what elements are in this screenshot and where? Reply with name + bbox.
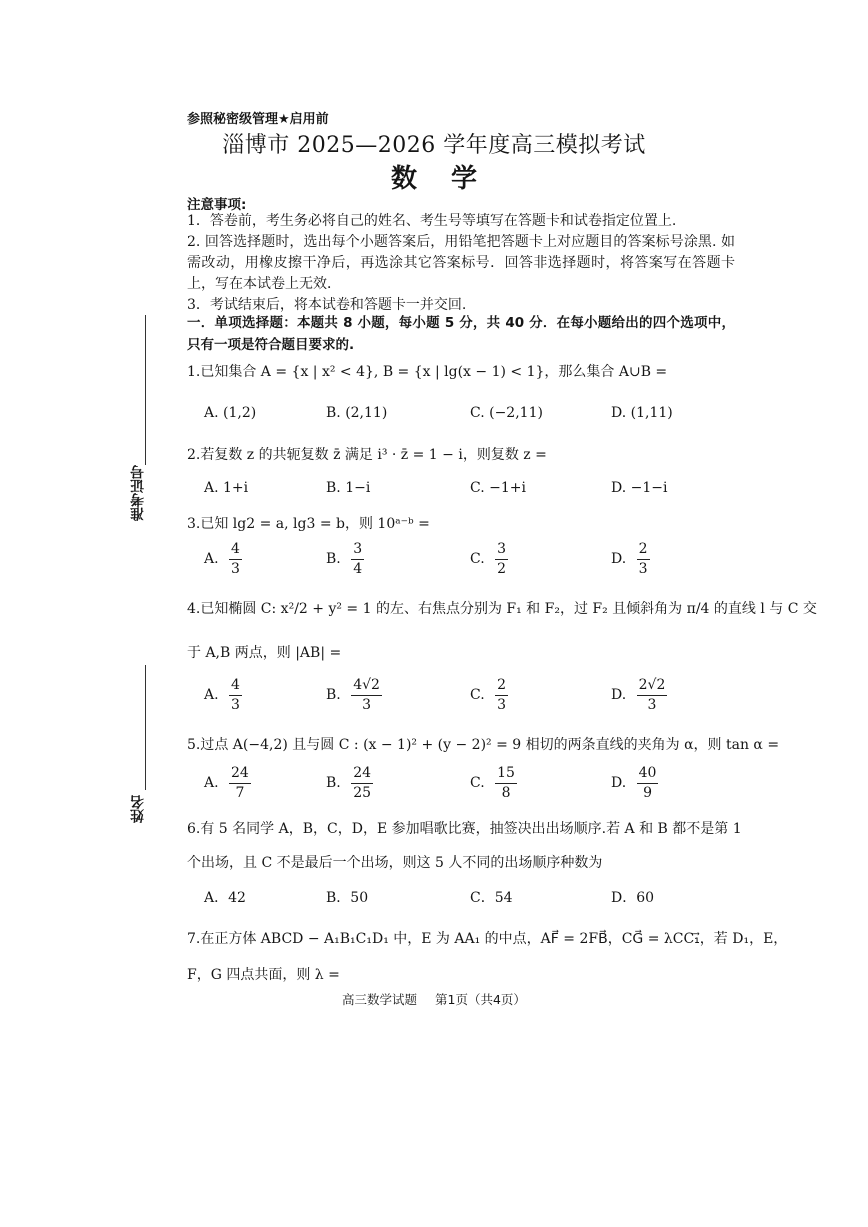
q3-c-numerator: 3 xyxy=(495,542,508,560)
q3-option-b-fraction xyxy=(351,542,364,576)
q3-d-numerator: 2 xyxy=(637,542,650,560)
q1-option-d: D. (1,11) xyxy=(611,405,673,421)
question-4-stem-line-2: 于 A,B 两点，则 |AB| = xyxy=(187,645,342,661)
q4-option-b-label: B. xyxy=(326,687,341,704)
q4-c-numerator: 2 xyxy=(495,678,508,696)
q6-option-c: C．54 xyxy=(470,890,513,906)
q4-option-b-fraction xyxy=(351,678,382,712)
q4-option-d xyxy=(611,678,667,712)
q5-option-a-label: A. xyxy=(204,775,219,792)
q4-option-a-fraction xyxy=(229,678,242,712)
q5-option-c xyxy=(470,766,517,800)
q3-option-a-label: A. xyxy=(204,551,219,568)
question-6-stem-line-2: 个出场，且 C 不是最后一个出场，则这 5 人不同的出场顺序种数为 xyxy=(187,855,603,871)
q5-b-denominator: 25 xyxy=(353,784,372,801)
q5-a-denominator: 7 xyxy=(235,784,245,801)
question-1-stem: 1.已知集合 A = {x | x² < 4}, B = {x | lg(x − 1) < 1}，那么集合 A∪B = xyxy=(187,364,668,380)
q5-c-numerator: 15 xyxy=(495,766,517,784)
q4-option-c-label: C. xyxy=(470,687,485,704)
page-footer: 高三数学试题 第1页（共4页） xyxy=(342,992,526,1007)
q5-b-numerator: 24 xyxy=(351,766,373,784)
q5-option-c-label: C. xyxy=(470,775,485,792)
q3-option-a-fraction xyxy=(229,542,242,576)
notice-title: 注意事项: xyxy=(187,197,247,213)
q5-option-b xyxy=(326,766,373,800)
q3-option-a xyxy=(204,542,242,576)
q5-option-b-fraction xyxy=(351,766,373,800)
q4-option-a xyxy=(204,678,242,712)
q3-b-numerator: 3 xyxy=(351,542,364,560)
q5-option-d xyxy=(611,766,658,800)
q4-a-numerator: 4 xyxy=(229,678,242,696)
q2-option-d: D. −1−i xyxy=(611,480,668,496)
q4-d-numerator: 2√2 xyxy=(637,678,668,696)
q4-option-c xyxy=(470,678,508,712)
q3-option-b-label: B. xyxy=(326,551,341,568)
q3-option-d xyxy=(611,542,650,576)
q5-option-a xyxy=(204,766,251,800)
q4-option-d-fraction xyxy=(637,678,668,712)
q3-d-denominator: 3 xyxy=(638,560,648,577)
q5-option-b-label: B. xyxy=(326,775,341,792)
q5-a-numerator: 24 xyxy=(229,766,251,784)
q2-option-b: B. 1−i xyxy=(326,480,371,496)
q4-option-c-fraction xyxy=(495,678,508,712)
notice-item-1: 1．答卷前，考生务必将自己的姓名、考生号等填写在答题卡和试卷指定位置上. xyxy=(187,213,677,229)
question-6-stem-line-1: 6.有 5 名同学 A，B，C，D，E 参加唱歌比赛，抽签决出出场顺序.若 A 和 B 都不是第 1 xyxy=(187,821,742,837)
q3-option-d-label: D. xyxy=(611,551,627,568)
q4-option-d-label: D. xyxy=(611,687,627,704)
q3-option-d-fraction xyxy=(637,542,650,576)
question-3-stem: 3.已知 lg2 = a, lg3 = b，则 10ᵃ⁻ᵇ = xyxy=(187,516,430,532)
q3-option-c-label: C. xyxy=(470,551,485,568)
exam-title: 淄博市 2025—2026 学年度高三模拟考试 xyxy=(222,133,646,158)
question-7-stem-line-2: F，G 四点共面，则 λ = xyxy=(187,967,340,983)
q4-c-denominator: 3 xyxy=(497,696,507,713)
q3-c-denominator: 2 xyxy=(497,560,507,577)
q5-d-denominator: 9 xyxy=(643,784,653,801)
q2-option-c: C. −1+i xyxy=(470,480,526,496)
q4-option-b xyxy=(326,678,382,712)
q4-d-denominator: 3 xyxy=(647,696,657,713)
q3-a-denominator: 3 xyxy=(231,560,240,577)
question-7-stem-line-1: 7.在正方体 ABCD − A₁B₁C₁D₁ 中，E 为 AA₁ 的中点，AF⃗ = 2FB⃗，CG⃗ = λCC₁⃗，若 D₁，E， xyxy=(187,931,788,947)
q4-a-denominator: 3 xyxy=(231,696,240,713)
q3-option-c xyxy=(470,542,508,576)
q3-option-b xyxy=(326,542,364,576)
q4-option-a-label: A. xyxy=(204,687,219,704)
question-5-stem: 5.过点 A(−4,2) 且与圆 C : (x − 1)² + (y − 2)² = 9 相切的两条直线的夹角为 α，则 tan α = xyxy=(187,737,780,753)
exam-id-label: 准考证号 xyxy=(130,465,146,521)
q3-b-denominator: 4 xyxy=(353,560,363,577)
q4-b-numerator: 4√2 xyxy=(351,678,382,696)
notice-item-2: 2. 回答选择题时，选出每个小题答案后，用铅笔把答题卡上对应题目的答案标号涂黑. 如需改动，用橡皮擦干净后，再选涂其它答案标号．回答非选择题时，将答案写在答题卡上，写在本试卷上无效． xyxy=(187,234,735,292)
secret-level: 参照秘密级管理★启用前 xyxy=(187,112,329,127)
q3-a-numerator: 4 xyxy=(229,542,242,560)
q5-option-a-fraction xyxy=(229,766,251,800)
section-1-heading: 一．单项选择题：本题共 8 小题，每小题 5 分，共 40 分．在每小题给出的四个选项中，只有一项是符合题目要求的. xyxy=(187,315,735,353)
subject-title: 数学 xyxy=(390,164,511,194)
q1-option-b: B. (2,11) xyxy=(326,405,388,421)
q5-d-numerator: 40 xyxy=(637,766,659,784)
question-2-stem: 2.若复数 z 的共轭复数 z̄ 满足 i³ · z̄ = 1 − i，则复数 z = xyxy=(187,447,547,463)
q6-option-a: A．42 xyxy=(204,890,246,906)
q5-option-d-fraction xyxy=(637,766,659,800)
notice-item-3: 3．考试结束后，将本试卷和答题卡一并交回. xyxy=(187,297,467,313)
q4-b-denominator: 3 xyxy=(362,696,372,713)
q5-option-d-label: D. xyxy=(611,775,627,792)
q5-option-c-fraction xyxy=(495,766,517,800)
q6-option-b: B．50 xyxy=(326,890,369,906)
name-line xyxy=(145,665,146,790)
q2-option-a: A. 1+i xyxy=(204,480,249,496)
exam-id-line xyxy=(145,315,146,465)
q1-option-a: A. (1,2) xyxy=(204,405,257,421)
q5-c-denominator: 8 xyxy=(501,784,511,801)
q1-option-c: C. (−2,11) xyxy=(470,405,543,421)
q6-option-d: D．60 xyxy=(611,890,655,906)
q3-option-c-fraction xyxy=(495,542,508,576)
question-4-stem-line-1: 4.已知椭圆 C: x²/2 + y² = 1 的左、右焦点分别为 F₁ 和 F₂，过 F₂ 且倾斜角为 π/4 的直线 l 与 C 交 xyxy=(187,601,817,617)
name-label: 姓名 xyxy=(130,795,146,823)
